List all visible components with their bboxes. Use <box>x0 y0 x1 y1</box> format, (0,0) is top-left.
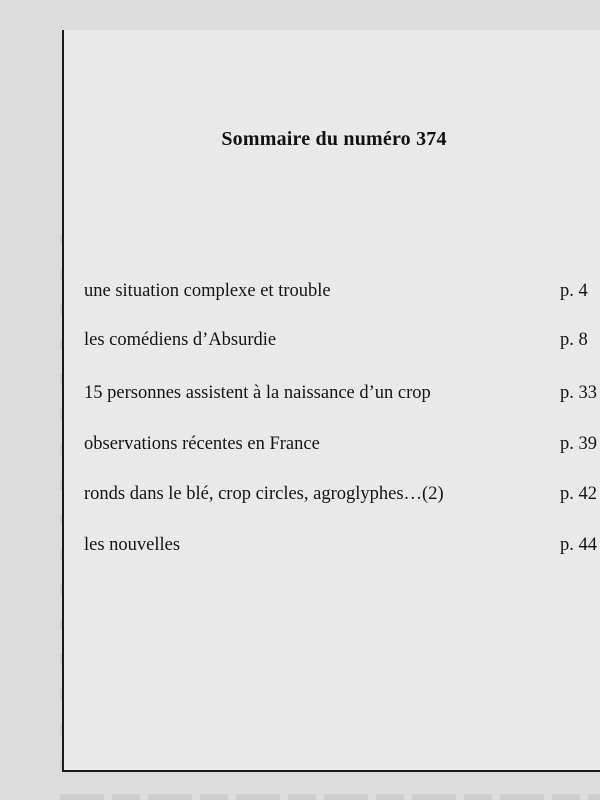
toc-entry-page: p. 44 <box>560 535 597 555</box>
toc-entry-page: p. 33 <box>560 383 597 403</box>
toc-entry <box>84 484 597 504</box>
toc-entry-label: 15 personnes assistent à la naissance d’un crop <box>84 383 431 403</box>
toc-entry-page: p. 42 <box>560 484 597 504</box>
toc-entry-label: les comédiens d’Absurdie <box>84 330 277 350</box>
toc-entry-label: les nouvelles <box>84 535 181 555</box>
toc-entry-page: p. 8 <box>560 330 588 350</box>
toc-entry-label: une situation complexe et trouble <box>84 281 331 301</box>
toc-entry <box>84 281 589 301</box>
toc-entry <box>84 330 589 350</box>
toc-entry <box>84 434 597 454</box>
toc-entry-label: observations récentes en France <box>84 434 320 454</box>
toc-entry-label: ronds dans le blé, crop circles, agroglyphes…(2) <box>84 484 444 504</box>
toc-entry-page: p. 39 <box>560 434 597 454</box>
toc-entry <box>84 383 597 403</box>
toc-entry-page: p. 4 <box>560 281 588 301</box>
page-title: Sommaire du numéro 374 <box>221 128 447 150</box>
table-of-contents-page <box>62 30 600 772</box>
toc-entry <box>84 535 597 555</box>
